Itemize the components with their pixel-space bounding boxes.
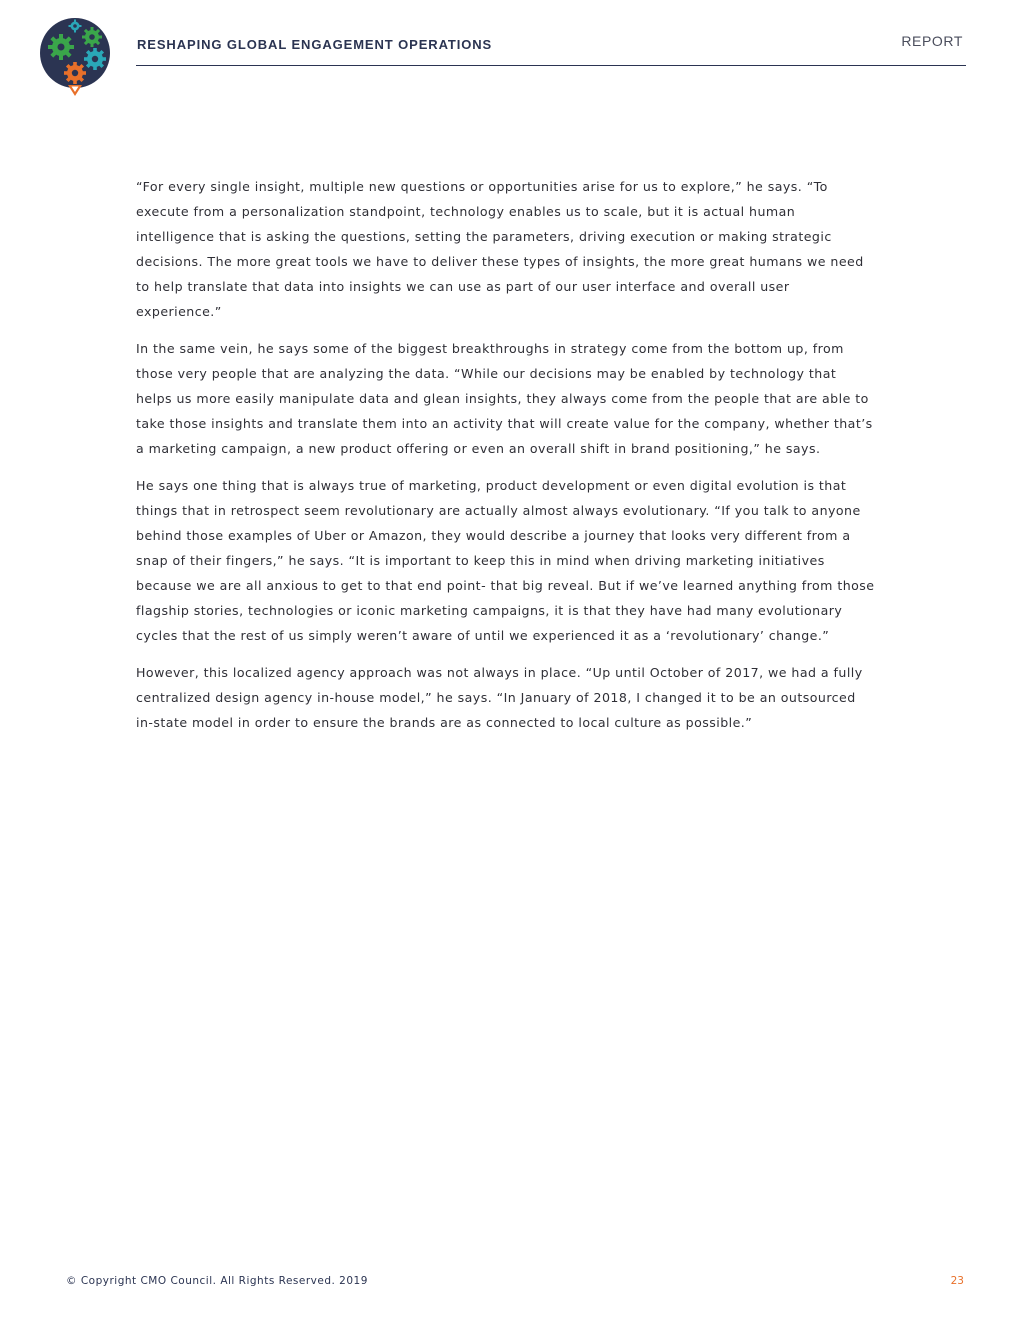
body-paragraph: He says one thing that is always true of marketing, product development or even digital evolution is that things that in retrospect seem revolutionary are actually almost always evolutionary. “If you talk to anyone behind those examples of Uber or Amazon, they would describe a journey that looks very different from a snap of their fingers,” he says. “It is important to keep this in mind when driving marketing initiatives because we are all anxious to get to that end point- that big reveal. But if we’ve learned anything from those flagship stories, technologies or iconic marketing campaigns, it is that they have had many evolutionary cycles that the rest of us simply weren’t aware of until we experienced it as a ‘revolutionary’ change.” bbox=[136, 478, 875, 643]
body-paragraph: “For every single insight, multiple new questions or opportunities arise for us to explore,” he says. “To execute from a personalization standpoint, technology enables us to scale, but it is actual human intelligence that is asking the questions, setting the parameters, driving execution or making strategic decisions. The more great tools we have to deliver these types of insights, the more great humans we need to help translate that data into insights we can use as part of our user interface and overall user experience.” bbox=[136, 179, 864, 319]
body-paragraph: In the same vein, he says some of the biggest breakthroughs in strategy come from the bottom up, from those very people that are analyzing the data. “While our decisions may be enabled by technology that helps us more easily manipulate data and glean insights, they always come from the people that are able to take those insights and translate them into an activity that will create value for the company, whether that’s a marketing campaign, a new product offering or even an overall shift in brand positioning,” he says. bbox=[136, 341, 873, 456]
gears-logo-icon bbox=[39, 17, 113, 97]
article-body bbox=[136, 174, 876, 747]
page-number: 23 bbox=[950, 1275, 964, 1287]
footer-copyright: © Copyright CMO Council. All Rights Reserved. 2019 bbox=[66, 1275, 368, 1287]
body-paragraph: However, this localized agency approach was not always in place. “Up until October of 2017, we had a fully centralized design agency in-house model,” he says. “In January of 2018, I changed it to be an outsourced in-state model in order to ensure the brands are as connected to local culture as possible.” bbox=[136, 665, 863, 730]
header-section-label: REPORT bbox=[901, 33, 963, 49]
header-title: RESHAPING GLOBAL ENGAGEMENT OPERATIONS bbox=[137, 37, 493, 52]
header-divider bbox=[136, 65, 966, 66]
